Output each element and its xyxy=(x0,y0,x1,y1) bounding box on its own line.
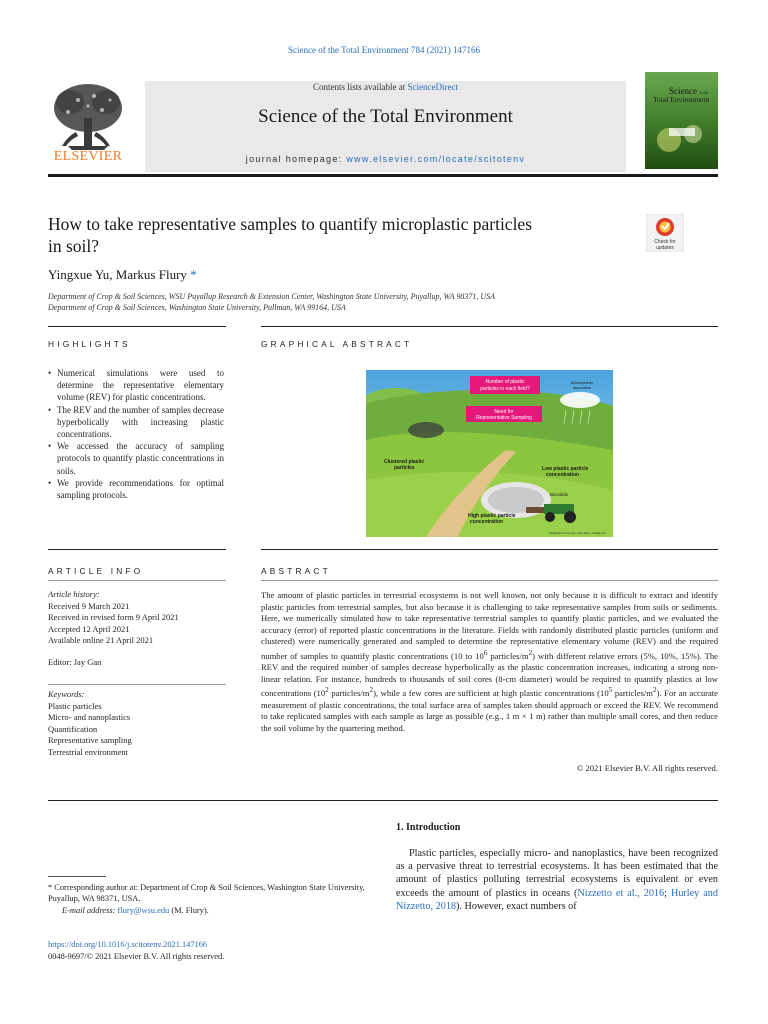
history-accepted: Accepted 12 April 2021 xyxy=(48,623,130,634)
elsevier-wordmark: ELSEVIER xyxy=(53,149,123,164)
contents-prefix: Contents lists available at xyxy=(313,82,408,92)
abstract-sup: 2 xyxy=(369,686,374,695)
abstract-sup: 2 xyxy=(653,686,657,695)
article-history-label: Article history: xyxy=(48,589,100,599)
article-title xyxy=(48,213,628,257)
history-received: Received 9 March 2021 xyxy=(48,600,130,611)
article-title-line2: in soil? xyxy=(48,236,100,256)
highlights-list xyxy=(48,367,224,501)
ga-label-question-1: Number of plastic xyxy=(485,379,525,385)
footnote-mark: * xyxy=(48,883,53,892)
header-rule xyxy=(48,174,718,177)
abstract-subrule xyxy=(261,580,718,581)
ga-label-high-1: High plastic particle xyxy=(468,513,516,519)
ga-label-low-2: concentration xyxy=(546,472,580,478)
check-for-updates-icon[interactable] xyxy=(646,214,684,252)
author-list xyxy=(48,267,197,283)
crossmark-label-2: updates xyxy=(656,245,674,251)
ga-label-need-2: Representative Sampling xyxy=(476,415,532,421)
abstract-copyright: © 2021 Elsevier B.V. All rights reserved. xyxy=(576,763,718,773)
graphical-abstract-heading: GRAPHICAL ABSTRACT xyxy=(261,339,413,349)
journal-title[interactable]: Science of the Total Environment xyxy=(258,106,513,127)
abstract-part: particles/m xyxy=(328,688,370,699)
abstract-part: particles/m xyxy=(612,688,653,699)
introduction-heading: 1. Introduction xyxy=(396,822,461,833)
keyword-item: Plastic particles xyxy=(48,700,102,711)
abstract-sup: 2 xyxy=(528,648,533,657)
corresponding-author-link[interactable]: * xyxy=(190,267,197,282)
history-online: Available online 21 April 2021 xyxy=(48,635,154,646)
abstract-part: particles/m xyxy=(487,650,529,661)
abstract-text xyxy=(261,590,718,734)
keyword-item: Terrestrial environment xyxy=(48,746,128,757)
journal-homepage xyxy=(145,154,626,164)
homepage-link[interactable]: www.elsevier.com/locate/scitotenv xyxy=(346,154,526,164)
journal-citation[interactable]: Science of the Total Environment 784 (2021) 147166 xyxy=(288,45,480,55)
highlight-item: • We accessed the accuracy of sampling protocols to quantify plastic concentrations in soils. xyxy=(48,440,224,477)
abstract-sup: 2 xyxy=(325,686,329,695)
abstract-heading: ABSTRACT xyxy=(261,566,331,576)
keywords-rule xyxy=(48,684,226,685)
email-suffix: (M. Flury). xyxy=(169,905,209,915)
email-link[interactable]: flury@wsu.edu xyxy=(117,905,170,915)
article-info-heading: ARTICLE INFO xyxy=(48,566,144,576)
highlights-heading: HIGHLIGHTS xyxy=(48,339,131,349)
intro-part: Plastic particles, especially micro- and nanoplastics, have been recognized as a pervasive threat to terrestrial ecosystems. It has been estimated that the amount of plastics polluting terrestrial ecosystems is equivalent or even exceeds the amount of plastics in oceans ( xyxy=(396,848,718,899)
abstract-part: The amount of plastic particles in terrestrial ecosystems is not well known, not only because it is difficult to extract and identify plastic particles from terrestrial samples, but also because it is challenging to take representative samples from soils or sediments. Here, we numerically simulated how to take representative terrestrial samples to quantify plastic particles, and we evaluated the accuracy (error) of reported plastic concentrations in the literature. Fields with randomly distributed plastic particles (uniform and clustered) were numerically generated and sampled to determine the representative elementary volume (REV) and the required number of samples to quantify plastic concentrations (10 to 10 xyxy=(261,590,718,661)
ga-label-need-1: Need for xyxy=(494,409,514,415)
keyword-item: Quantification xyxy=(48,723,98,734)
contents-line xyxy=(145,82,626,92)
doi-block xyxy=(48,939,224,962)
ga-label-clustered-2: particles xyxy=(394,465,415,471)
graphical-abstract-image[interactable] xyxy=(366,370,613,537)
corresponding-footnote xyxy=(48,882,378,916)
keywords-label: Keywords: xyxy=(48,689,85,699)
body-rule xyxy=(48,800,718,801)
abstract-part: ). For an accurate measurement of plastic concentrations, the total surface area of samples taken should approach or exceed the REV. We recommend to take replicated samples with each sample as large as possible (e.g., 1 m × 1 m) rather than multiple small cores, and then reduce the soil volume by the quartering method. xyxy=(261,688,718,733)
affiliation-2: Department of Crop & Soil Sciences, Washington State University, Pullman, WA 99164, USA xyxy=(48,303,346,312)
intro-part: ). However, exact numbers of xyxy=(455,900,577,912)
history-revised: Received in revised form 9 April 2021 xyxy=(48,612,179,623)
ga-label-atmos-2: deposition xyxy=(572,385,592,390)
cover-title-3: Total Environment xyxy=(653,95,710,104)
keyword-item: Micro- and nanoplastics xyxy=(48,712,131,723)
highlight-item: • We provide recommendations for optimal sampling protocols. xyxy=(48,477,224,501)
sciencedirect-link[interactable]: ScienceDirect xyxy=(407,82,458,92)
footnote-text: Corresponding author at: Department of Crop & Soil Sciences, Washington State University, Puyallup, WA 98371, USA. xyxy=(48,883,365,904)
abstract-rule xyxy=(261,549,718,550)
abstract-sup: 6 xyxy=(483,648,488,657)
doi-link[interactable]: https://doi.org/10.1016/j.scitotenv.2021.147166 xyxy=(48,940,208,949)
keyword-item: Representative sampling xyxy=(48,735,132,746)
abstract-sup: 5 xyxy=(608,686,613,695)
abstract-part: ) with different relative errors (5%, 10%, 15%). The REV and the required number of samples decrease hyperbolically as the plastic concentration increases, indicating a strong non-linear relation. For instance, hundreds to thousands of soil cores (8-cm diameter) would be required to quantify plastics at low concentrations (10 xyxy=(261,650,718,699)
article-info-subrule xyxy=(48,580,226,581)
cover-title-1: Science xyxy=(669,86,697,96)
homepage-prefix: journal homepage: xyxy=(245,154,347,164)
ga-credit: Designed from Freepik, Yiqun Wang, Google.com xyxy=(549,532,606,535)
journal-cover-thumbnail[interactable] xyxy=(645,72,718,169)
ga-label-low-1: Low plastic particle xyxy=(542,466,589,472)
graphical-abstract-rule xyxy=(261,326,718,327)
intro-part: ; xyxy=(664,887,671,899)
article-info-rule xyxy=(48,549,226,550)
crossmark-label-1: Check for xyxy=(654,239,676,245)
reference-link-nizzetto[interactable]: Nizzetto et al., 2016 xyxy=(577,887,665,899)
affiliation-1: Department of Crop & Soil Sciences, WSU Puyallup Research & Extension Center, Washington State University, Puyallup, WA 98371, USA xyxy=(48,292,496,301)
highlight-item: • Numerical simulations were used to determine the representative elementary volume (REV) for plastic concentrations. xyxy=(48,367,224,404)
article-history xyxy=(48,589,179,647)
ga-label-high-2: concentration xyxy=(470,519,504,525)
introduction-text xyxy=(396,847,718,913)
ga-label-biosolids: Biosolids xyxy=(550,492,569,497)
highlights-rule xyxy=(48,326,226,327)
authors-text: Yingxue Yu, Markus Flury xyxy=(48,267,187,282)
highlight-item: • The REV and the number of samples decrease hyperbolically with increasing plastic concentrations. xyxy=(48,404,224,441)
abstract-part: ), while a few cores are sufficient at high plastic concentrations (10 xyxy=(373,688,609,699)
email-label: E-mail address: xyxy=(62,905,116,915)
cover-title-2: of the xyxy=(699,90,709,95)
ga-label-atmos-1: Atmospheric xyxy=(570,380,594,385)
ga-label-clustered-1: Clustered plastic xyxy=(384,459,425,465)
article-title-line1: How to take representative samples to quantify microplastic particles xyxy=(48,214,533,234)
keywords-block xyxy=(48,689,132,759)
ga-label-question-2: particles in each field? xyxy=(480,386,530,392)
issn-line: 0048-9697/© 2021 Elsevier B.V. All rights reserved. xyxy=(48,951,225,961)
reference-link-hurley[interactable]: Hurley and Nizzetto, 2018 xyxy=(396,887,718,912)
editor-line: Editor: Jay Gan xyxy=(48,657,102,667)
footnote-rule xyxy=(48,876,106,877)
